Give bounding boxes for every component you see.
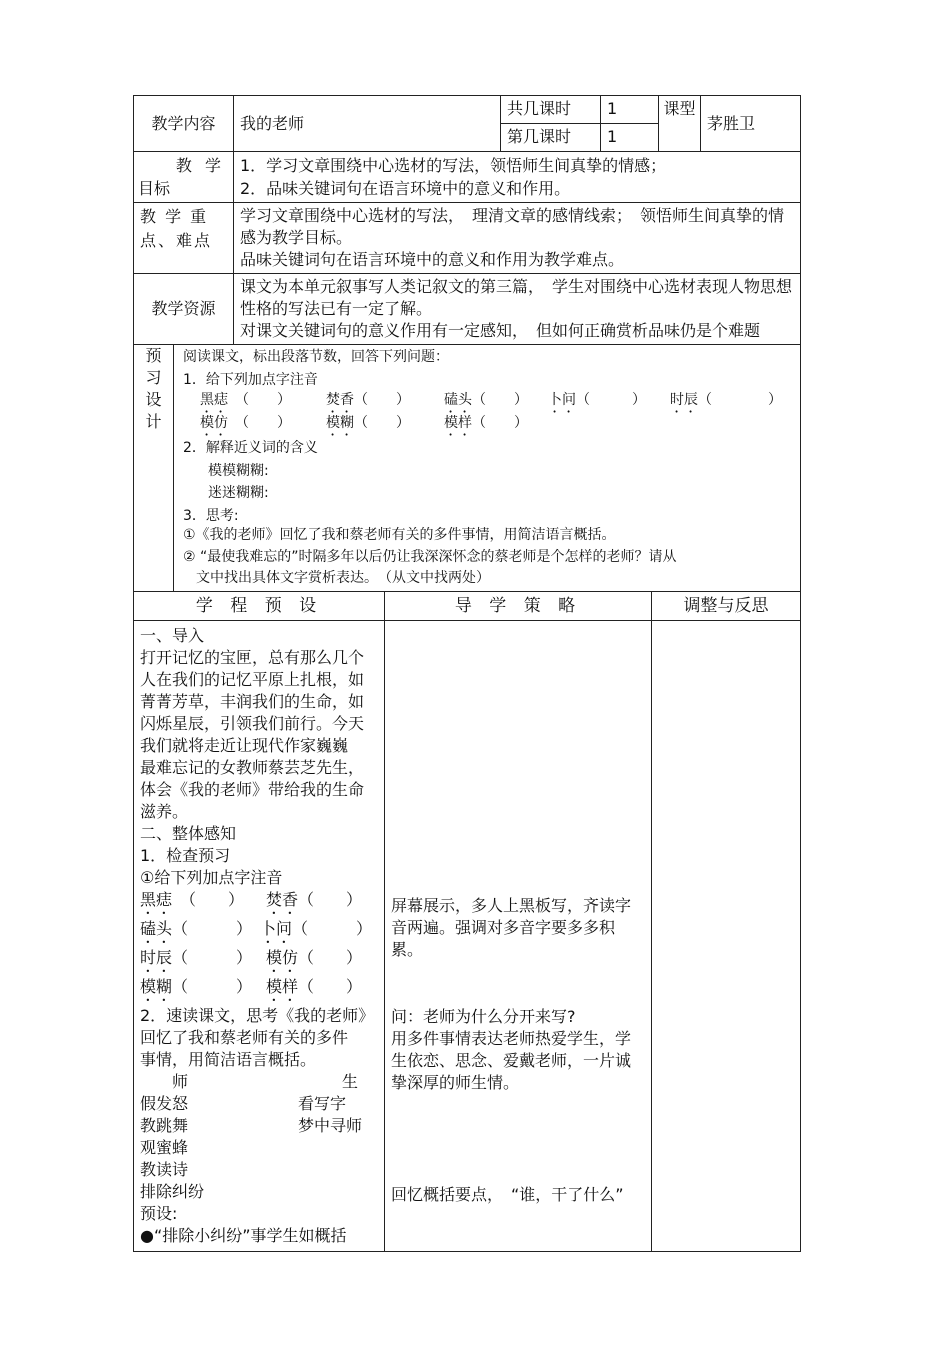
current-hour-value: 1 [601, 124, 659, 152]
preview-label-char: 计 [145, 412, 162, 431]
preset-label: 预设: [140, 1204, 178, 1223]
process-line: 二、整体感知 [140, 824, 237, 843]
lesson-plan-header-table [133, 95, 801, 345]
reflection-column [652, 621, 801, 1252]
key-points-line: 学习文章围绕中心选材的写法， 理清文章的感情线索； 领悟师生间真挚的情感为教学目标。 [240, 206, 785, 247]
preview-word: 黑痣 （ ） [200, 392, 291, 408]
goals-label-a: 教 学 [175, 156, 225, 175]
word-pair-left: 时辰（ ） [140, 948, 253, 967]
process-line: 我们就将走近让现代作家巍巍 [140, 736, 349, 755]
summary-student: 梦中寻师 [298, 1116, 363, 1135]
goals-content [234, 152, 801, 203]
teacher-name: 茅胜卫 [701, 96, 801, 152]
current-hour-label: 第几课时 [501, 124, 601, 152]
process-line: 闪烁星辰，引领我们前行。今天 [140, 714, 365, 733]
preview-q3b: ② “最使我难忘的”时隔多年以后仍让我深深怀念的蔡老师是个怎样的老师？请从 [183, 549, 677, 565]
column-header-strategy: 导 学 策 略 [385, 592, 652, 621]
process-line: 最难忘记的女教师蔡芸芝先生， [140, 758, 365, 777]
key-points-label-b: 点、难点 [140, 231, 213, 250]
process-column [134, 621, 385, 1252]
process-line: 打开记忆的宝匣，总有那么几个 [140, 648, 365, 667]
goal-item: 2．品味关键词句在语言环境中的意义和作用。 [240, 179, 571, 198]
word-pair [140, 947, 378, 976]
word-pair [140, 976, 378, 1005]
key-points-label [134, 203, 234, 274]
preview-intro: 阅读课文，标出段落节数，回答下列问题： [183, 349, 449, 365]
preview-word: 焚香（ ） [326, 392, 410, 408]
resources-content [234, 274, 801, 345]
lesson-title: 我的老师 [234, 96, 501, 152]
column-header-process: 学 程 预 设 [134, 592, 385, 621]
preview-label-char: 设 [145, 390, 162, 409]
word-pair-left: 模糊（ ） [140, 977, 253, 996]
teacher-head: 师 [172, 1072, 189, 1091]
process-line: 体会《我的老师》带给我的生命 [140, 780, 365, 799]
process-last-line: ●“排除小纠纷”事学生如概括 [140, 1226, 347, 1245]
preview-label [134, 345, 174, 592]
preview-word: 模仿 （ ） [200, 415, 291, 431]
summary-teacher: 教跳舞 [140, 1116, 189, 1135]
process-table [133, 591, 801, 1252]
process-line: 一、导入 [140, 626, 205, 645]
preview-word: 时辰（ ） [670, 392, 782, 408]
word-pair [140, 889, 378, 918]
preview-q1: 1．给下列加点字注音 [183, 372, 318, 388]
process-line: 2．速读课文，思考《我的老师》 [140, 1006, 375, 1025]
summary-row: 排除纠纷 [140, 1182, 205, 1201]
goal-item: 1．学习文章围绕中心选材的写法，领悟师生间真挚的情感； [240, 156, 667, 175]
preview-q2a: 模模糊糊: [208, 463, 269, 479]
summary-row: 教读诗 [140, 1160, 189, 1179]
word-pair-right: 模仿（ ） [266, 948, 363, 967]
lesson-plan-document [133, 95, 800, 1252]
summary-row [140, 1093, 378, 1115]
key-points-label-a: 教 学 重 [140, 207, 209, 226]
preview-word: 模样（ ） [444, 415, 528, 431]
summary-student: 看写字 [298, 1094, 347, 1113]
total-hours-label: 共几课时 [501, 96, 601, 124]
student-head: 生 [342, 1072, 359, 1091]
word-pair [140, 918, 378, 947]
word-pair-right: 焚香（ ） [266, 890, 363, 909]
strategy-block-1: 屏幕展示，多人上黑板写，齐读字音两遍。强调对多音字要多多积累。 [391, 896, 632, 959]
preview-label-char: 预 [145, 346, 162, 365]
process-line: 人在我们的记忆平原上扎根，如 [140, 670, 365, 689]
key-points-line: 品味关键词句在语言环境中的意义和作用为教学难点。 [240, 250, 625, 269]
word-pair-left: 黑痣 （ ） [140, 890, 245, 909]
content-label: 教学内容 [134, 96, 234, 152]
summary-teacher: 假发怒 [140, 1094, 189, 1113]
lesson-type-label: 课型 [659, 96, 701, 152]
process-line: 事情，用简洁语言概括。 [140, 1050, 317, 1069]
process-line: 滋养。 [140, 802, 189, 821]
strategy-block-2: 用多件事情表达老师热爱学生，学生依恋、思念、爱戴老师，一片诚挚深厚的师生情。 [391, 1029, 632, 1092]
resources-label: 教学资源 [134, 274, 234, 345]
process-line: ①给下列加点字注音 [140, 868, 283, 887]
goals-label [134, 152, 234, 203]
preview-q3: 3．思考: [183, 508, 239, 524]
resources-line: 对课文关键词句的意义作用有一定感知， 但如何正确赏析品味仍是个难题 [240, 321, 761, 340]
summary-row [140, 1115, 378, 1137]
total-hours-value: 1 [601, 96, 659, 124]
process-line: 回忆了我和蔡老师有关的多件 [140, 1028, 349, 1047]
summary-head-row [140, 1071, 378, 1093]
preview-label-char: 习 [145, 368, 162, 387]
word-pair-right: 卜问（ ） [260, 919, 373, 938]
strategy-question: 问：老师为什么分开来写? [391, 1007, 576, 1026]
summary-row: 观蜜蜂 [140, 1138, 189, 1157]
goals-label-b: 目标 [138, 179, 171, 198]
strategy-block-3: 回忆概括要点， “谁，干了什么” [391, 1185, 624, 1204]
process-line: 1．检查预习 [140, 846, 231, 865]
resources-line: 课文为本单元叙事写人类记叙文的第三篇， 学生对围绕中心选材表现人物思想性格的写法已有一定了解。 [240, 277, 793, 318]
preview-q2b: 迷迷糊糊: [208, 485, 269, 501]
column-header-reflection: 调整与反思 [652, 592, 801, 621]
word-pair-left: 磕头（ ） [140, 919, 253, 938]
process-line: 菁菁芳草，丰润我们的生命，如 [140, 692, 365, 711]
preview-q3c: 文中找出具体文字赏析表达。 （从文中找两处） [196, 570, 490, 586]
preview-q2: 2．解释近义词的含义 [183, 440, 318, 456]
preview-table [133, 344, 801, 592]
strategy-column [385, 621, 652, 1252]
preview-word: 模糊（ ） [326, 415, 410, 431]
word-pair-right: 模样（ ） [266, 977, 363, 996]
key-points-content [234, 203, 801, 274]
preview-q3a: ①《我的老师》回忆了我和蔡老师有关的多件事情，用简洁语言概括。 [183, 527, 616, 543]
preview-content [174, 345, 801, 592]
preview-word: 磕头（ ） [444, 392, 528, 408]
preview-word: 卜问（ ） [548, 392, 646, 408]
